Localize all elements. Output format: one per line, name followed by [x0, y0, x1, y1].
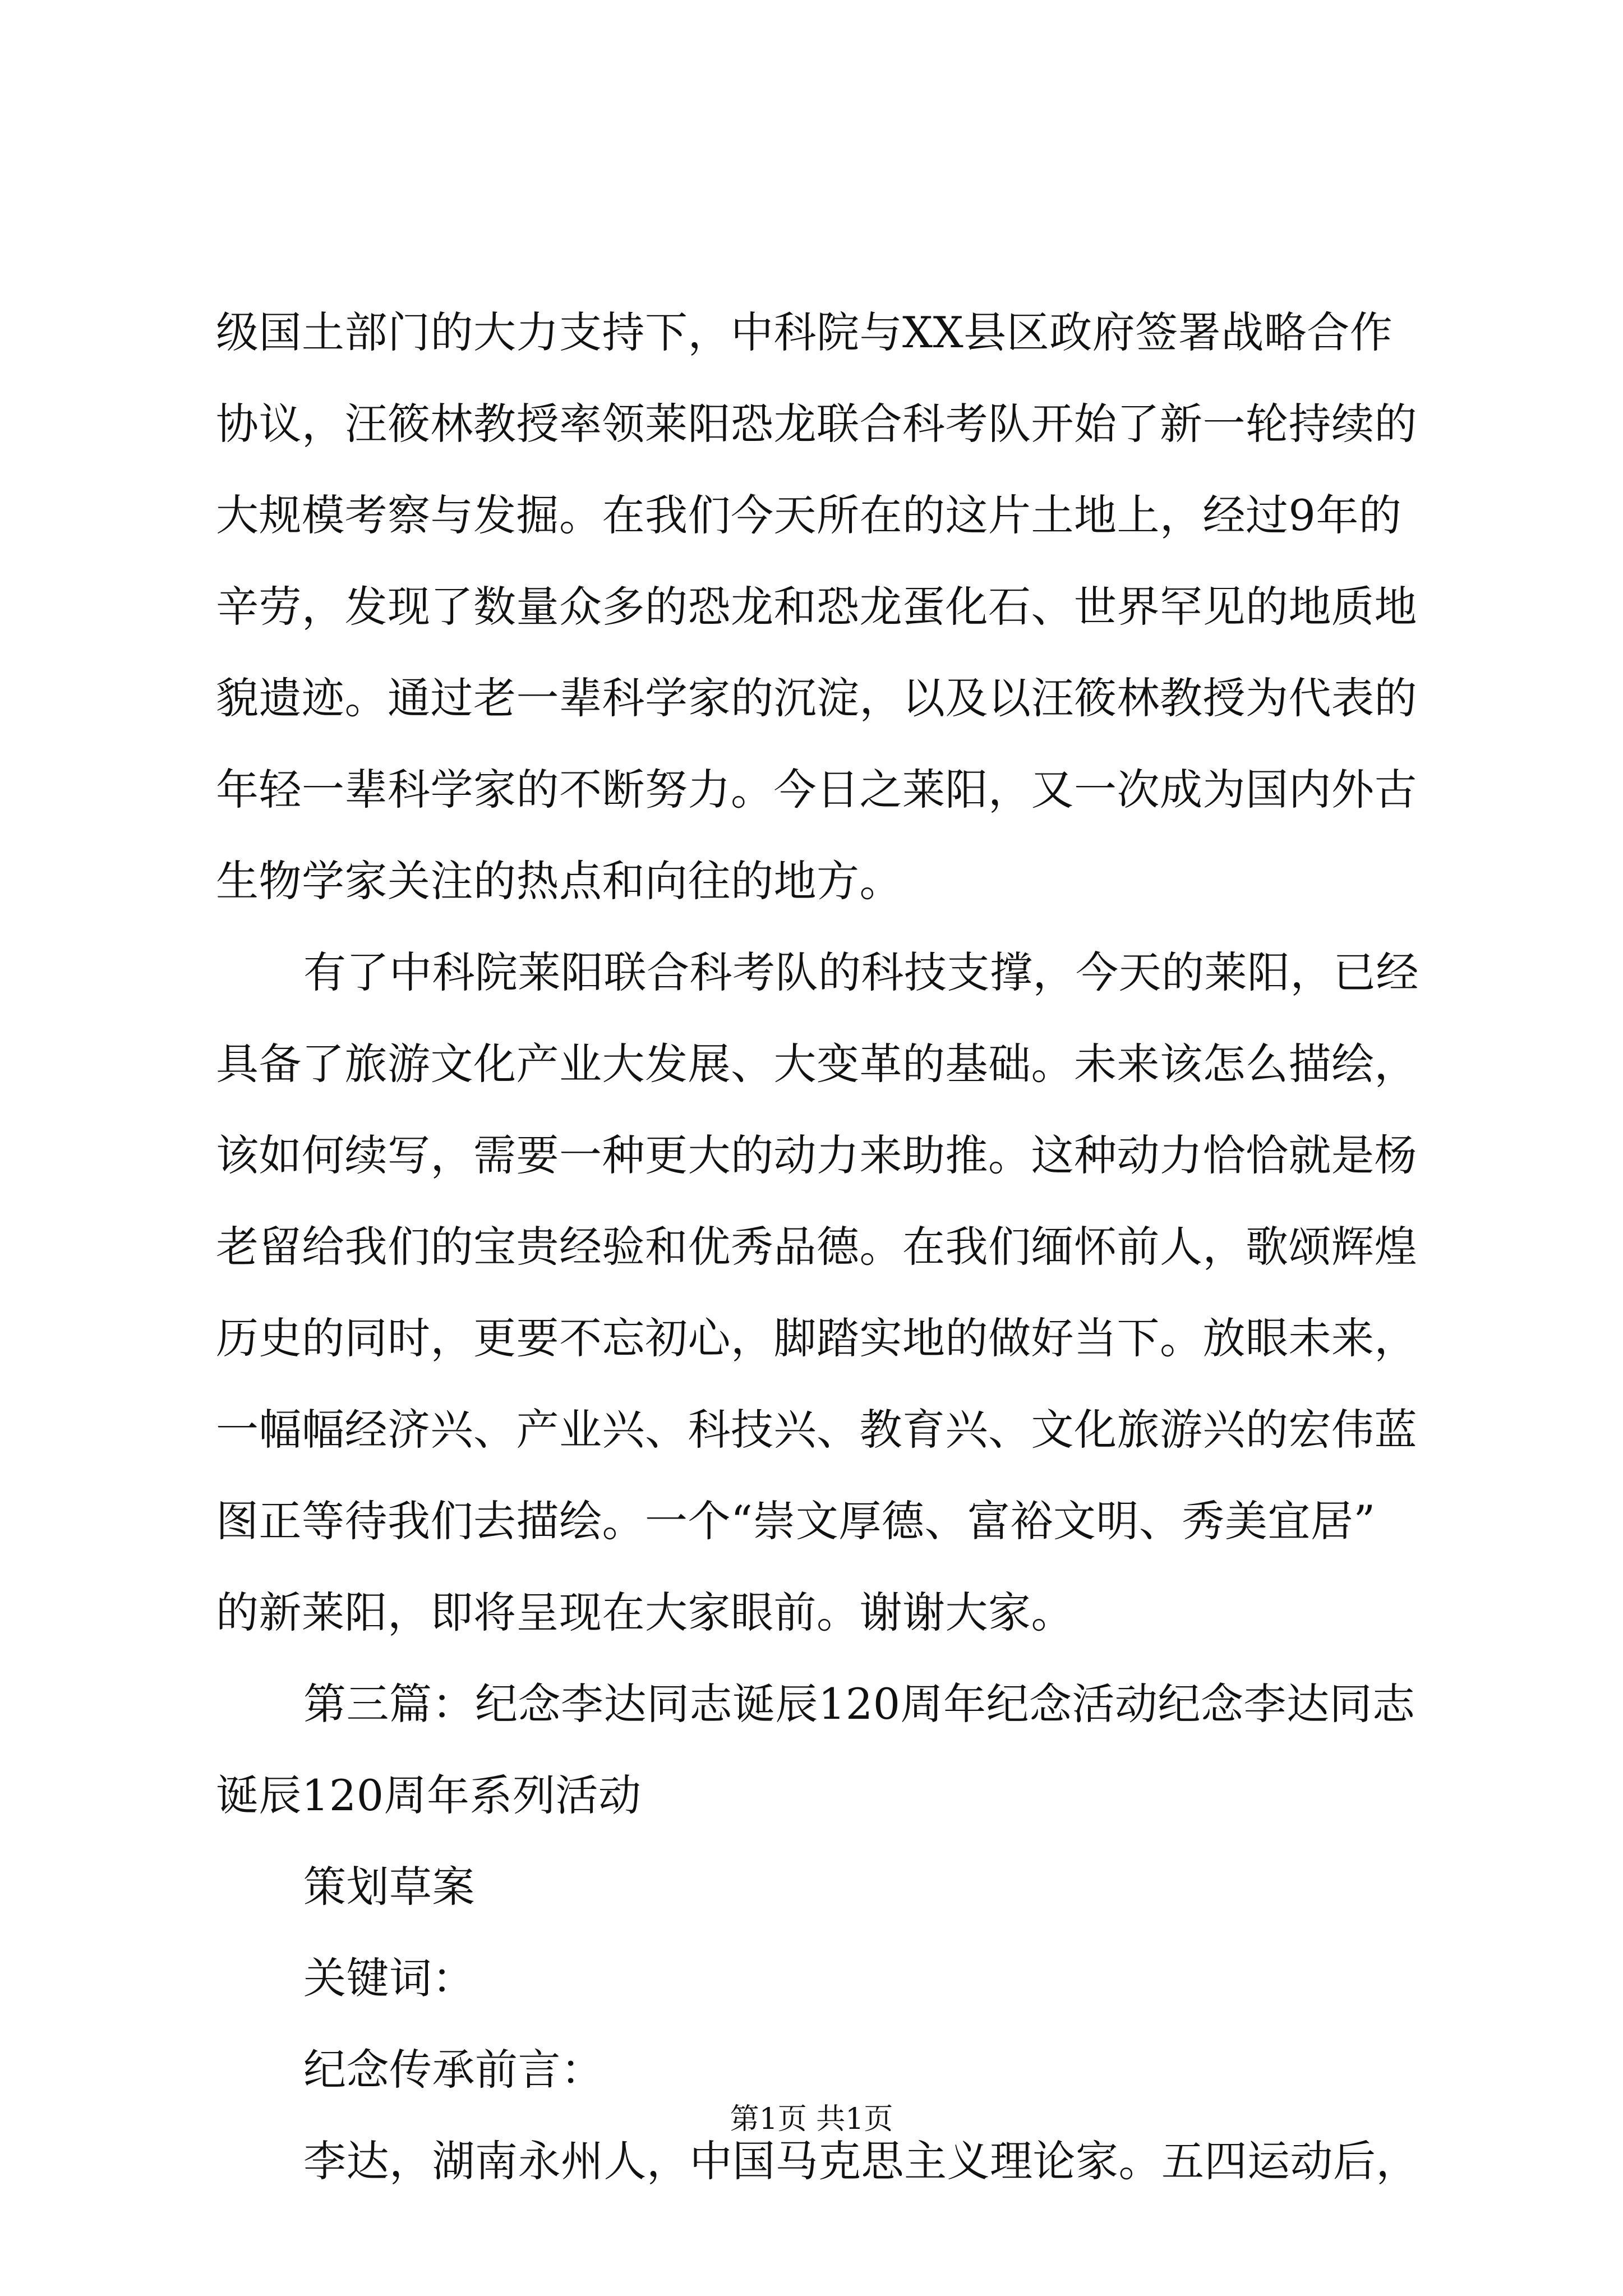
text-line: 级国土部门的大力支持下，中科院与XX县区政府签署战略合作: [216, 307, 1393, 357]
document-body: [216, 307, 1419, 2231]
section-heading-line: 诞辰120周年系列活动: [216, 1770, 642, 1820]
paragraph-start-line: 李达，湖南永州人，中国马克思主义理论家。五四运动后，: [303, 2136, 1419, 2186]
text-line: 生物学家关注的热点和向往的地方。: [216, 856, 902, 906]
text-line: 图正等待我们去描绘。一个“崇文厚德、富裕文明、秀美宜居”: [216, 1496, 1376, 1546]
text-line: 老留给我们的宝贵经验和优秀品德。在我们缅怀前人，歌颂辉煌: [216, 1222, 1417, 1272]
text-line: 的新莱阳，即将呈现在大家眼前。谢谢大家。: [216, 1588, 1074, 1637]
text-line: 大规模考察与发掘。在我们今天所在的这片土地上，经过9年的: [216, 490, 1402, 540]
text-line: 辛劳，发现了数量众多的恐龙和恐龙蛋化石、世界罕见的地质地: [216, 582, 1417, 632]
text-line: 历史的同时，更要不忘初心，脚踏实地的做好当下。放眼未来，: [216, 1313, 1417, 1363]
subheading-line: 策划草案: [303, 1862, 475, 1912]
text-line: 该如何续写，需要一种更大的动力来助推。这种动力恰恰就是杨: [216, 1130, 1417, 1180]
text-line: 一幅幅经济兴、产业兴、科技兴、教育兴、文化旅游兴的宏伟蓝: [216, 1405, 1417, 1455]
section-heading-line: 第三篇：纪念李达同志诞辰120周年纪念活动纪念李达同志: [303, 1679, 1415, 1729]
preface-line: 纪念传承前言：: [303, 2045, 604, 2095]
text-line: 具备了旅游文化产业大发展、大变革的基础。未来该怎么描绘，: [216, 1039, 1417, 1089]
keywords-line: 关键词：: [303, 1953, 475, 2003]
text-line: 协议，汪筱林教授率领莱阳恐龙联合科考队开始了新一轮持续的: [216, 399, 1417, 449]
text-line: 貌遗迹。通过老一辈科学家的沉淀，以及以汪筱林教授为代表的: [216, 673, 1417, 723]
text-line: 年轻一辈科学家的不断努力。今日之莱阳，又一次成为国内外古: [216, 765, 1417, 815]
page-number-footer: 第1页 共1页: [730, 2102, 893, 2136]
paragraph-start-line: 有了中科院莱阳联合科考队的科技支撑，今天的莱阳，已经: [303, 947, 1419, 997]
